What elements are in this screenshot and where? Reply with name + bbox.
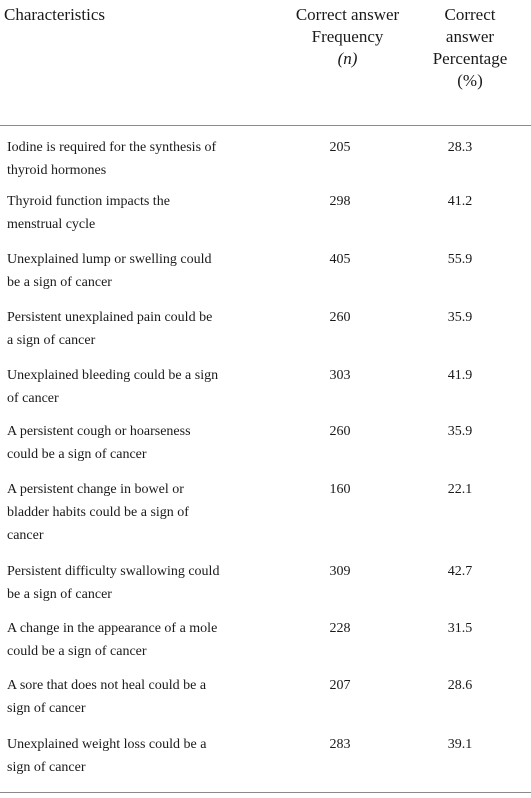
percentage-cell: 55.9 xyxy=(447,252,473,267)
characteristic-line: Unexplained weight loss could be a xyxy=(7,737,207,752)
characteristic-line: could be a sign of cancer xyxy=(7,447,147,462)
characteristic-line: sign of cancer xyxy=(7,701,86,716)
characteristic-line: Thyroid function impacts the xyxy=(7,194,170,209)
frequency-cell: 205 xyxy=(329,140,351,155)
characteristic-line: menstrual cycle xyxy=(7,217,96,232)
header-percentage-line: Percentage xyxy=(432,49,508,68)
percentage-cell: 28.3 xyxy=(447,140,473,155)
characteristic-line: A persistent cough or hoarseness xyxy=(7,424,191,439)
characteristic-line: A sore that does not heal could be a xyxy=(7,678,207,693)
header-percentage-line: (%) xyxy=(457,71,483,90)
percentage-cell: 35.9 xyxy=(447,424,473,439)
characteristic-cell xyxy=(7,420,247,466)
header-percentage-line: Correct xyxy=(444,5,496,24)
percentage-cell: 39.1 xyxy=(447,737,473,752)
characteristic-line: Iodine is required for the synthesis of xyxy=(7,140,217,155)
frequency-cell: 283 xyxy=(329,737,351,752)
header-characteristics-label: Characteristics xyxy=(4,5,106,24)
characteristic-line: thyroid hormones xyxy=(7,163,107,178)
frequency-cell: 405 xyxy=(329,252,351,267)
percentage-cell: 41.9 xyxy=(447,368,473,383)
frequency-cell: 260 xyxy=(329,310,351,325)
header-frequency xyxy=(287,4,408,70)
percentage-cell: 42.7 xyxy=(447,564,473,579)
characteristic-cell xyxy=(7,617,247,663)
characteristic-line: Unexplained lump or swelling could xyxy=(7,252,212,267)
characteristic-line: Persistent unexplained pain could be xyxy=(7,310,213,325)
characteristic-line: A persistent change in bowel or xyxy=(7,482,184,497)
characteristic-line: bladder habits could be a sign of xyxy=(7,505,189,520)
frequency-cell: 228 xyxy=(329,621,351,636)
percentage-cell: 28.6 xyxy=(447,678,473,693)
characteristic-line: of cancer xyxy=(7,391,59,406)
characteristic-line: a sign of cancer xyxy=(7,333,96,348)
characteristic-cell xyxy=(7,306,247,352)
characteristic-cell xyxy=(7,136,247,182)
characteristic-line: A change in the appearance of a mole xyxy=(7,621,218,636)
header-percentage xyxy=(412,4,528,92)
characteristic-cell xyxy=(7,478,247,547)
percentage-cell: 22.1 xyxy=(447,482,473,497)
frequency-cell: 303 xyxy=(329,368,351,383)
header-divider xyxy=(0,125,531,126)
characteristic-line: be a sign of cancer xyxy=(7,587,112,602)
header-characteristics xyxy=(4,4,105,26)
percentage-cell: 35.9 xyxy=(447,310,473,325)
frequency-cell: 160 xyxy=(329,482,351,497)
characteristic-line: Unexplained bleeding could be a sign xyxy=(7,368,219,383)
characteristic-line: sign of cancer xyxy=(7,760,86,775)
percentage-cell: 41.2 xyxy=(447,194,473,209)
header-frequency-line: Correct answer xyxy=(295,5,400,24)
characteristic-cell xyxy=(7,364,247,410)
characteristic-line: be a sign of cancer xyxy=(7,275,112,290)
characteristic-cell xyxy=(7,733,247,779)
characteristic-cell xyxy=(7,190,247,236)
table-bottom-rule xyxy=(0,792,531,793)
frequency-cell: 309 xyxy=(329,564,351,579)
characteristic-cell xyxy=(7,674,247,720)
header-frequency-line: Frequency xyxy=(311,27,384,46)
header-frequency-line: (n) xyxy=(337,49,358,68)
characteristic-line: could be a sign of cancer xyxy=(7,644,147,659)
frequency-cell: 260 xyxy=(329,424,351,439)
frequency-cell: 207 xyxy=(329,678,351,693)
characteristic-line: cancer xyxy=(7,528,44,543)
characteristic-cell xyxy=(7,560,247,606)
characteristic-line: Persistent difficulty swallowing could xyxy=(7,564,220,579)
characteristic-cell xyxy=(7,248,247,294)
frequency-cell: 298 xyxy=(329,194,351,209)
percentage-cell: 31.5 xyxy=(447,621,473,636)
header-percentage-line: answer xyxy=(445,27,495,46)
